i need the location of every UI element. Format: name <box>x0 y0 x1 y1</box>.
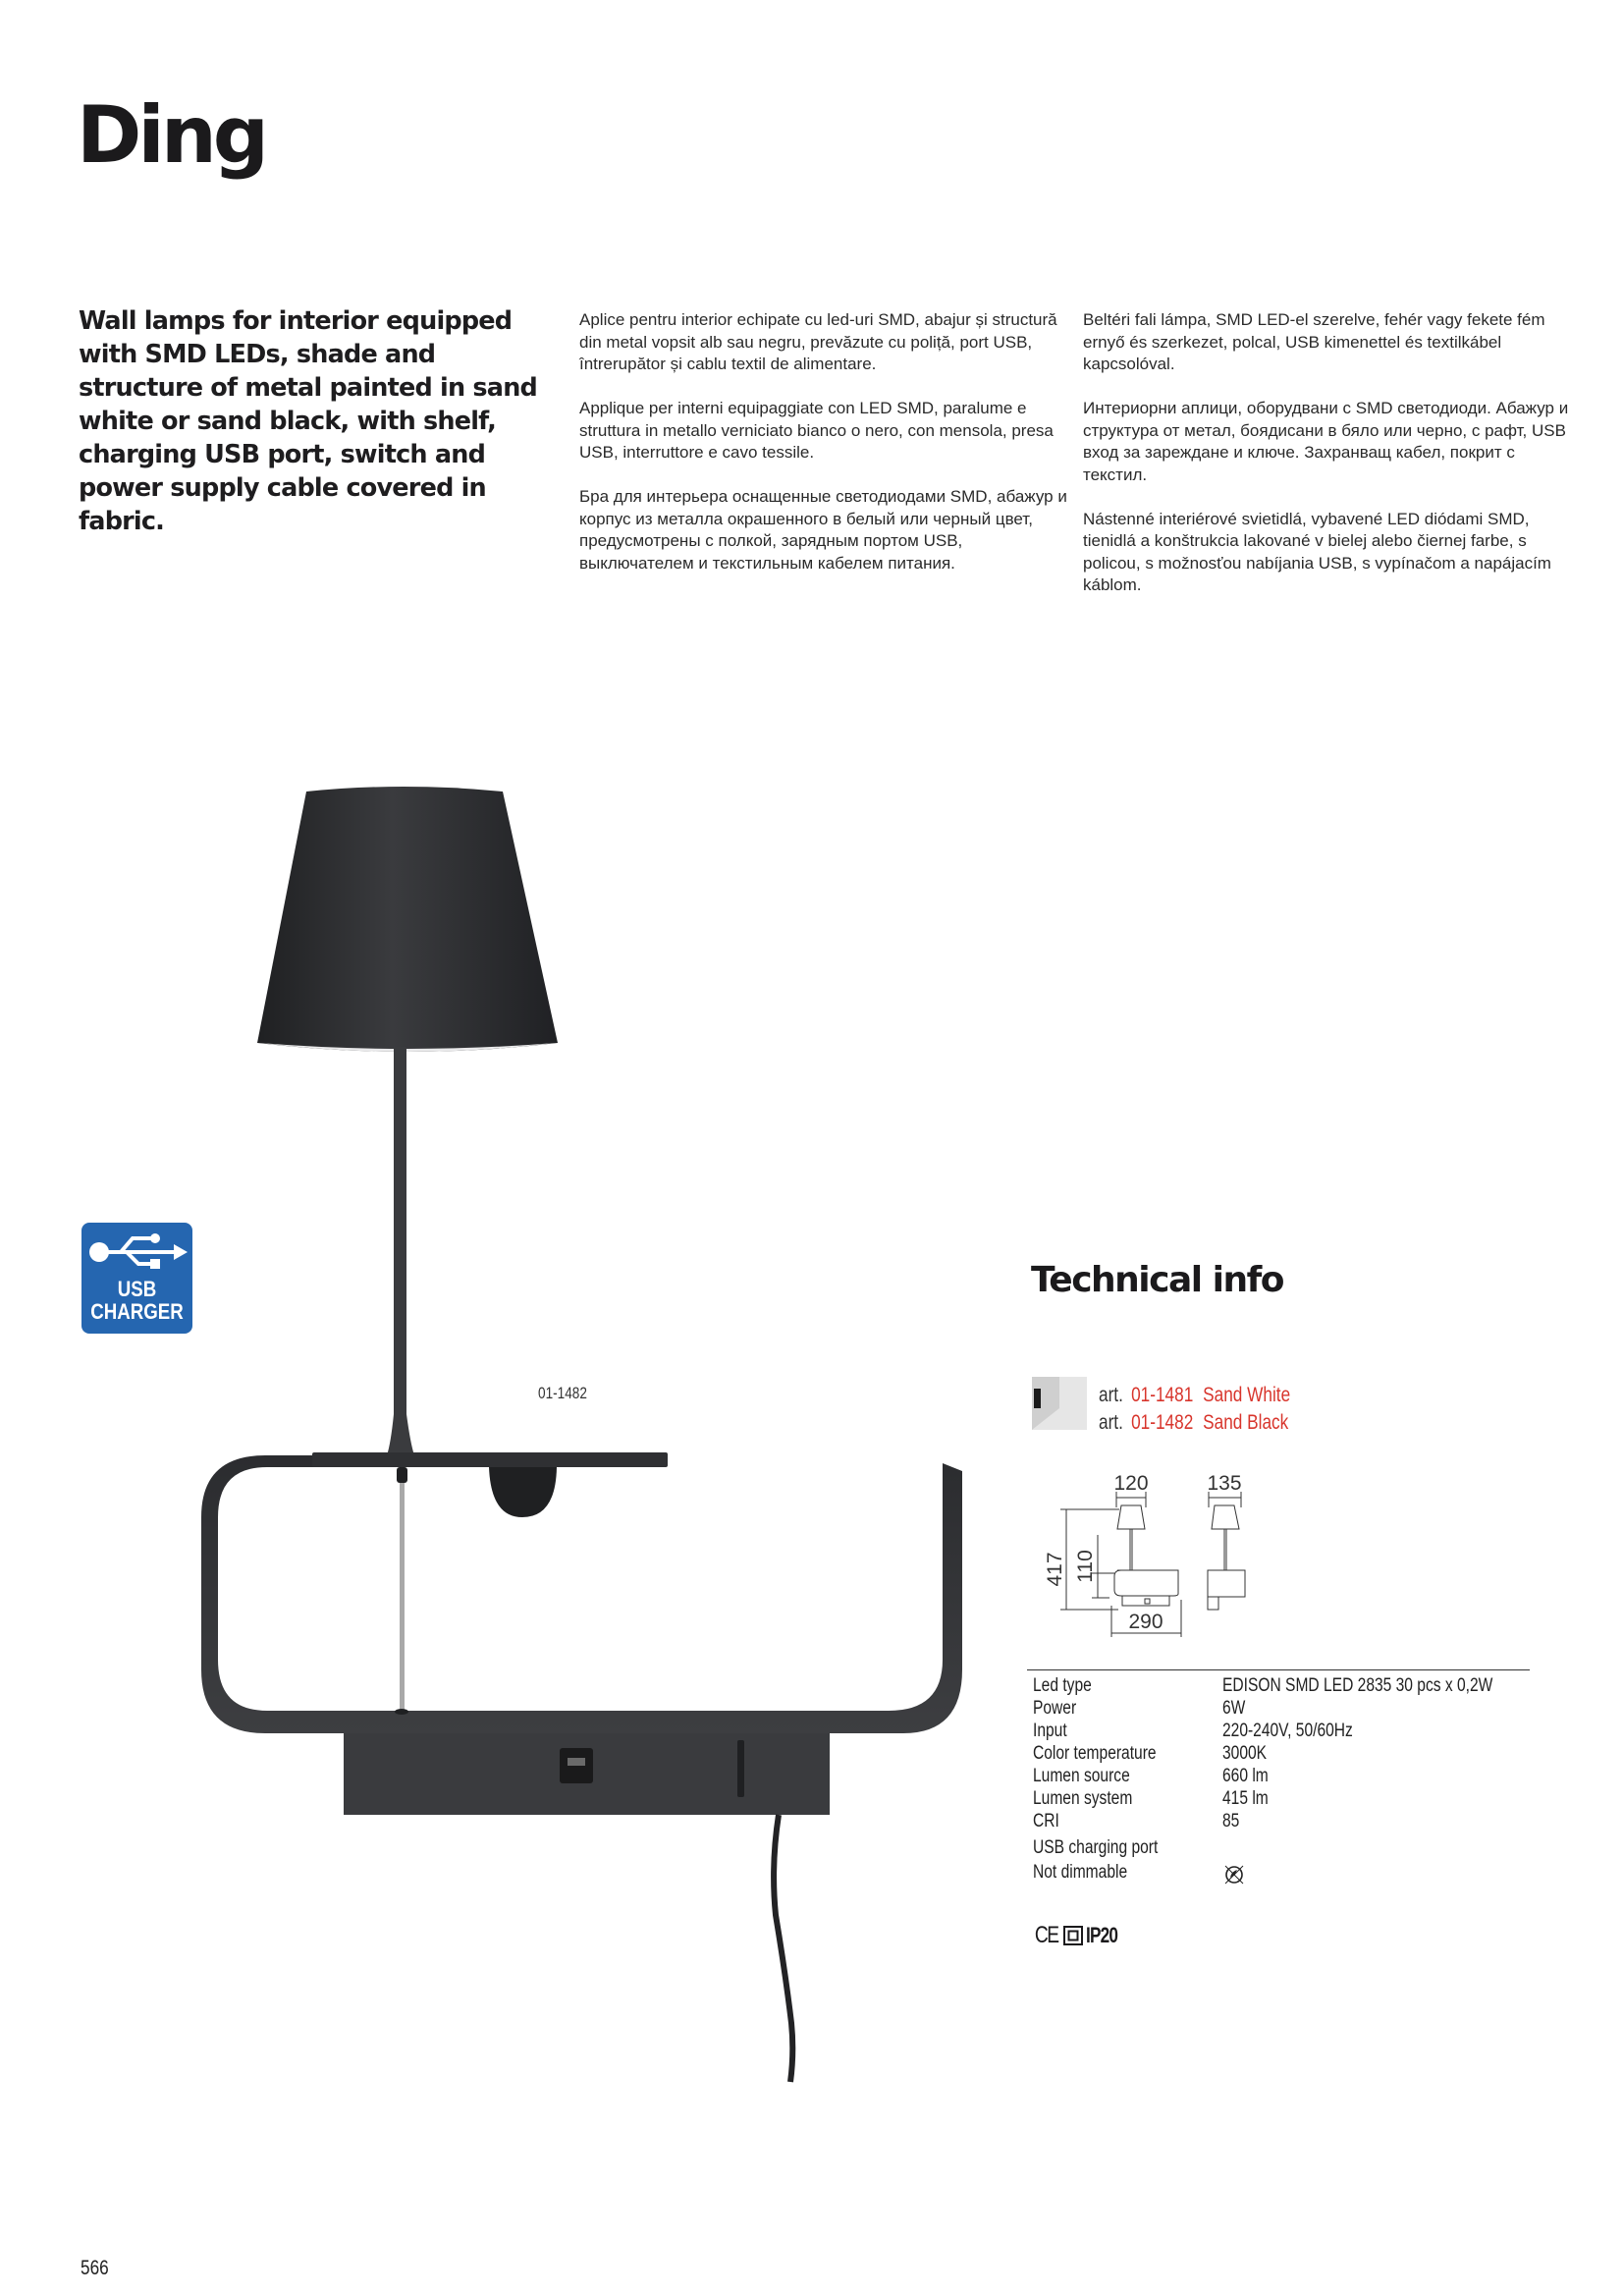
article-row <box>1099 1384 1290 1407</box>
description-it: Applique per interni equipaggiate con LED SMD, paralume e struttura in metallo verniciato bianco o nero, con mensola, presa USB, interruttore e cavo tessile. <box>579 399 1054 462</box>
power-cable <box>774 1815 792 2082</box>
article-code: 01-1482 <box>1131 1411 1194 1434</box>
usb-icon <box>81 1223 192 1282</box>
ce-mark: CE <box>1034 1922 1058 1948</box>
spec-label: Lumen system <box>1033 1788 1133 1809</box>
product-photo-label: 01-1482 <box>538 1384 587 1402</box>
description-bg: Интериорни аплици, оборудвани с SMD светодиоди. Абажур и структура от метал, боядисани в бяло или черно, с рафт, USB вход за зареждане и ключе. Захранващ кабел, покрит с текстил. <box>1083 399 1569 484</box>
shelf-frame <box>201 1452 962 1733</box>
base-box <box>344 1733 830 1815</box>
dim-total-height: 417 <box>1044 1552 1066 1587</box>
spec-value: 415 lm <box>1222 1788 1269 1809</box>
dim-total-width: 290 <box>1128 1611 1163 1633</box>
color-swatch-icon <box>1032 1377 1087 1430</box>
spec-label: Not dimmable <box>1033 1861 1128 1883</box>
not-dimmable-icon <box>1223 1864 1245 1886</box>
spec-value: 660 lm <box>1222 1766 1269 1786</box>
usb-badge-line2: CHARGER <box>90 1299 184 1324</box>
spec-label: Led type <box>1033 1675 1092 1696</box>
page-number: 566 <box>81 2257 109 2279</box>
technical-info-heading: Technical info <box>1031 1260 1283 1300</box>
spec-label: Power <box>1033 1698 1077 1719</box>
spec-label: USB charging port <box>1033 1837 1159 1858</box>
article-finish: Sand Black <box>1203 1411 1289 1434</box>
description-ru: Бра для интерьера оснащенные светодиодами SMD, абажур и корпус из металла окрашенного в белый или черный цвет, предусмотрены с полкой, зарядным портом USB, выключателем и текстильным кабелем питания. <box>579 487 1067 573</box>
article-prefix: art. <box>1099 1384 1123 1406</box>
usb-charger-badge <box>81 1223 192 1334</box>
usb-badge-line1: USB <box>117 1277 157 1301</box>
dim-shade-width-front: 120 <box>1113 1472 1149 1495</box>
dim-shelf-height: 110 <box>1074 1550 1097 1583</box>
spec-value: EDISON SMD LED 2835 30 pcs x 0,2W <box>1222 1675 1493 1696</box>
spec-label: Input <box>1033 1721 1067 1741</box>
class-ii-icon <box>1063 1926 1083 1945</box>
article-row <box>1099 1411 1288 1435</box>
lamp-shade <box>257 787 558 1052</box>
article-code: 01-1481 <box>1131 1384 1194 1406</box>
spec-label: CRI <box>1033 1811 1059 1831</box>
ip-rating: IP20 <box>1086 1923 1118 1947</box>
spec-value: 3000K <box>1222 1743 1268 1764</box>
specs-divider <box>1027 1669 1530 1670</box>
description-ro: Aplice pentru interior echipate cu led-uri SMD, abajur și structură din metal vopsit alb sau negru, prevăzute cu poliță, port USB, întrerupător și cablu textil de alimentare. <box>579 310 1057 373</box>
dim-shade-width-side: 135 <box>1207 1472 1242 1495</box>
translations-right-column <box>1083 309 1574 619</box>
certifications <box>1032 1922 1127 1949</box>
article-prefix: art. <box>1099 1411 1123 1434</box>
switch <box>737 1740 744 1797</box>
spec-value: 220-240V, 50/60Hz <box>1222 1721 1353 1741</box>
article-finish: Sand White <box>1203 1384 1291 1406</box>
description-sk: Nástenné interiérové svietidlá, vybavené LED diódami SMD, tienidlá a konštrukcia lakované v bielej alebo čiernej farbe, s policou, s možnosťou nabíjania USB, s vypínačom a napájacím káblom. <box>1083 509 1551 594</box>
dimension-drawing <box>1031 1468 1267 1645</box>
spec-label: Color temperature <box>1033 1743 1157 1764</box>
lead-description: Wall lamps for interior equipped with SMD LEDs, shade and structure of metal painted in sand white or sand black, with shelf, charging USB port, switch and power supply cable covered in fabric. <box>79 306 538 536</box>
lamp-stem <box>387 1047 414 1455</box>
spec-value: 6W <box>1222 1698 1246 1719</box>
description-hu: Beltéri fali lámpa, SMD LED-el szerelve, fehér vagy fekete fém ernyő és szerkezet, polcal, USB kimenettel és textilkábel kapcsolóval. <box>1083 310 1545 373</box>
spec-label: Lumen source <box>1033 1766 1130 1786</box>
page-title: Ding <box>77 89 266 181</box>
spec-value: 85 <box>1222 1811 1240 1831</box>
